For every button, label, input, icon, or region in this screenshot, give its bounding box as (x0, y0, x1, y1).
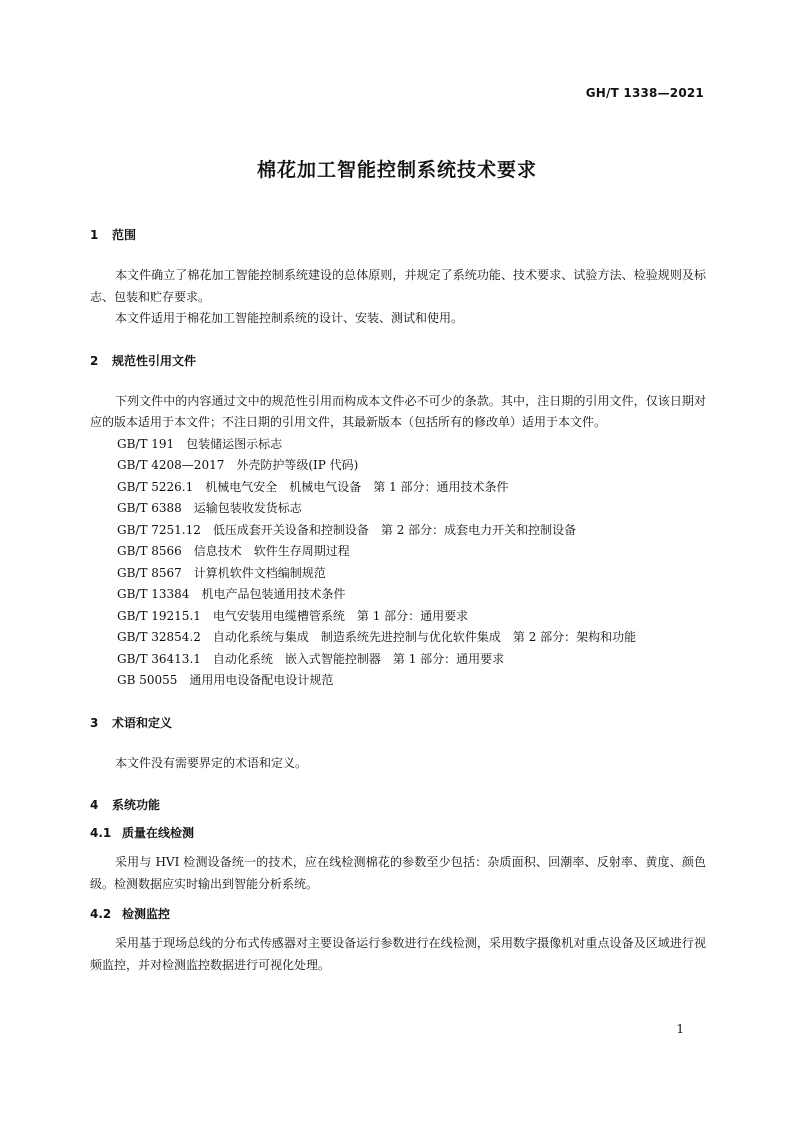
subsection-number: 4.1 (90, 826, 112, 840)
subsection-number: 4.2 (90, 907, 112, 921)
section-2-intro: 下列文件中的内容通过文中的规范性引用而构成本文件必不可少的条款。其中，注日期的引用文件，仅该日期对应的版本适用于本文件；不注日期的引用文件，其最新版本（包括所有的修改单）适用于本文件。 (90, 393, 706, 429)
section-number: 1 (90, 228, 99, 242)
subsection-title: 质量在线检测 (122, 826, 195, 840)
section-number: 4 (90, 798, 99, 812)
section-title: 术语和定义 (112, 715, 173, 730)
section-3-paragraph: 本文件没有需要界定的术语和定义。 (115, 755, 308, 770)
section-4-heading (90, 796, 706, 814)
subsection-4-2-paragraph: 采用基于现场总线的分布式传感器对主要设备运行参数进行在线检测，采用数字摄像机对重点设备及区域进行视频监控，并对检测监控数据进行可视化处理。 (90, 936, 706, 972)
section-1-heading (90, 226, 706, 244)
reference-item: GB/T 19215.1 电气安装用电缆槽管系统 第 1 部分：通用要求 (117, 608, 469, 623)
subsection-4-1-heading (90, 824, 706, 842)
section-number: 2 (90, 353, 99, 368)
reference-item: GB/T 36413.1 自动化系统 嵌入式智能控制器 第 1 部分：通用要求 (117, 651, 505, 666)
section-3-heading (90, 714, 706, 732)
section-2-heading (90, 352, 706, 370)
subsection-title: 检测监控 (122, 907, 171, 921)
reference-item: GB/T 191 包装储运图示标志 (117, 436, 283, 451)
document-title: 棉花加工智能控制系统技术要求 (256, 159, 537, 181)
standard-code: GH/T 1338—2021 (585, 86, 704, 100)
section-1-paragraph-2: 本文件适用于棉花加工智能控制系统的设计、安装、测试和使用。 (115, 311, 464, 325)
subsection-4-1-paragraph: 采用与 HVI 检测设备统一的技术，应在线检测棉花的参数至少包括：杂质面积、回潮率、反射率、黄度、颜色级。检测数据应实时输出到智能分析系统。 (90, 855, 706, 891)
section-1-paragraph-1: 本文件确立了棉花加工智能控制系统建设的总体原则，并规定了系统功能、技术要求、试验方法、检验规则及标志、包装和贮存要求。 (90, 268, 706, 304)
reference-item: GB/T 8567 计算机软件文档编制规范 (117, 565, 326, 580)
subsection-4-2-heading (90, 905, 706, 923)
section-number: 3 (90, 715, 99, 730)
reference-item: GB/T 6388 运输包装收发货标志 (117, 501, 302, 515)
reference-item: GB/T 13384 机电产品包装通用技术条件 (117, 587, 346, 601)
section-title: 规范性引用文件 (112, 353, 197, 368)
reference-item: GB/T 5226.1 机械电气安全 机械电气设备 第 1 部分：通用技术条件 (117, 479, 509, 494)
reference-item: GB/T 32854.2 自动化系统与集成 制造系统先进控制与优化软件集成 第 2 部分：架构和功能 (117, 630, 637, 644)
reference-item: GB/T 4208—2017 外壳防护等级(IP 代码) (117, 458, 359, 472)
reference-item: GB 50055 通用用电设备配电设计规范 (117, 673, 334, 687)
document-body (90, 226, 706, 976)
reference-item: GB/T 7251.12 低压成套开关设备和控制设备 第 2 部分：成套电力开关和控制设备 (117, 522, 577, 537)
reference-item: GB/T 8566 信息技术 软件生存周期过程 (117, 544, 350, 558)
section-title: 范围 (112, 228, 137, 242)
reference-list (90, 434, 706, 692)
section-title: 系统功能 (112, 798, 161, 812)
page-number: 1 (676, 1022, 684, 1036)
